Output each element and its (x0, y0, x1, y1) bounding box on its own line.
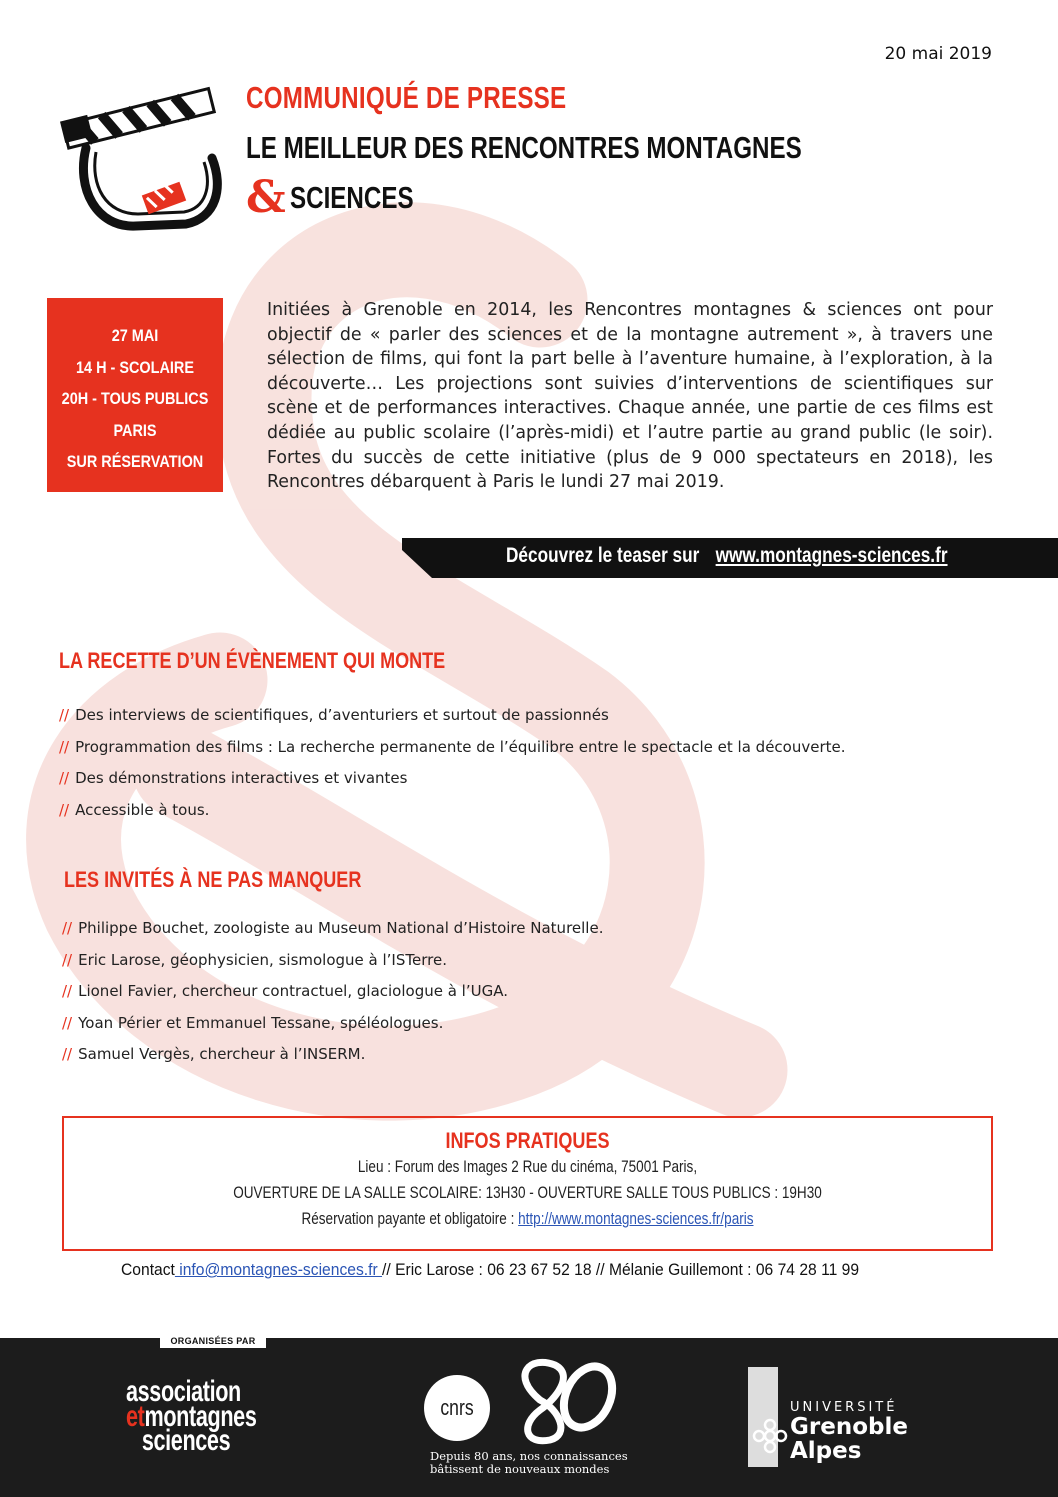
association-logo: association etmontagnes sciences (126, 1375, 257, 1458)
list-marker: // (62, 1045, 73, 1063)
list-item: // Samuel Vergès, chercheur à l’INSERM. (62, 1045, 366, 1063)
event-info-box (47, 298, 223, 492)
ampersand-icon: & (246, 172, 286, 223)
list-marker: // (59, 769, 70, 787)
event-date: 27 MAI (111, 326, 159, 345)
contact-line (121, 1260, 859, 1280)
list-item: // Accessible à tous. (59, 800, 210, 819)
cnrs-80-logo (500, 1355, 620, 1445)
intro-paragraph: Initiées à Grenoble en 2014, les Rencontres montagnes & sciences ont pour objectif de « parler des sciences et de la montagne autrement », à travers une sélection de films, qui font la part belle à l’aventure humaine, à l’exploration, à la découverte… Les projections sont suivies d’interventions de scientifiques sur scène et de performances interactives. Chaque année, une partie de ces films est dédiée au public scolaire (l’après-midi) et l’autre partie au grand public (le soir). Fortes du succès de cette initiative (plus de 9 000 spectateurs en 2018), les Rencontres débarquent à Paris le lundi 27 mai 2019. (267, 300, 993, 493)
list-item: // Yoan Périer et Emmanuel Tessane, spéléologues. (62, 1013, 444, 1032)
list-item: // Programmation des films : La recherche permanente de l’équilibre entre le spectacle et la découverte. (59, 737, 846, 756)
cnrs-logo: cnrs (424, 1375, 490, 1441)
title-line-1: LE MEILLEUR DES RENCONTRES MONTAGNES (246, 130, 802, 165)
contact-label: Contact (121, 1260, 175, 1279)
contact-phones: // Eric Larose : 06 23 67 52 18 // Mélanie Guillemont : 06 74 28 11 99 (382, 1260, 860, 1279)
event-school-time: 14 H - SCOLAIRE (75, 357, 195, 377)
practical-reservation: Réservation payante et obligatoire : http://www.montagnes-sciences.fr/paris (301, 1210, 754, 1228)
list-item: // Philippe Bouchet, zoologiste au Museum National d’Histoire Naturelle. (62, 919, 604, 937)
list-marker: // (59, 737, 70, 756)
event-city: PARIS (113, 420, 157, 440)
list-marker: // (59, 706, 70, 724)
practical-info-box (62, 1116, 993, 1251)
list-item: // Eric Larose, géophysicien, sismologue à l’ISTerre. (62, 950, 447, 969)
section-heading-guests: LES INVITÉS À NE PAS MANQUER (64, 867, 362, 892)
teaser-label: Découvrez le teaser sur (506, 544, 700, 567)
uga-logo-text: UNIVERSITÉ Grenoble Alpes (790, 1400, 908, 1464)
teaser-text (506, 544, 948, 568)
list-item: // Des interviews de scientifiques, d’aventuriers et surtout de passionnés (59, 706, 609, 724)
title-line-2: SCIENCES (289, 180, 414, 215)
section-heading-recipe: LA RECETTE D’UN ÉVÈNEMENT QUI MONTE (59, 648, 446, 673)
practical-heading: INFOS PRATIQUES (445, 1128, 610, 1153)
list-marker: // (62, 982, 73, 1000)
press-release-label: COMMUNIQUÉ DE PRESSE (246, 80, 567, 115)
practical-opening-hours: OUVERTURE DE LA SALLE SCOLAIRE: 13H30 - OUVERTURE SALLE TOUS PUBLICS : 19H30 (233, 1184, 822, 1202)
practical-location: Lieu : Forum des Images 2 Rue du cinéma, 75001 Paris, (357, 1158, 698, 1176)
title-line-2-row (246, 172, 958, 223)
clapperboard-logo (56, 78, 226, 238)
recipe-list (59, 706, 846, 832)
reservation-link[interactable]: http://www.montagnes-sciences.fr/paris (518, 1210, 754, 1228)
list-marker: // (62, 950, 73, 969)
list-item: // Lionel Favier, chercheur contractuel, glaciologue à l’UGA. (62, 982, 508, 1000)
guests-list (62, 919, 603, 1077)
list-marker: // (62, 1013, 73, 1032)
event-public-time: 20H - TOUS PUBLICS (61, 389, 209, 408)
contact-email-link[interactable]: info@montagnes-sciences.fr (174, 1260, 383, 1279)
list-marker: // (59, 800, 70, 819)
uga-flower-icon (752, 1418, 788, 1454)
organised-by-label: ORGANISÉES PAR (160, 1334, 266, 1348)
list-item: // Des démonstrations interactives et vivantes (59, 769, 408, 787)
teaser-link[interactable]: www.montagnes-sciences.fr (715, 544, 948, 567)
event-reservation: SUR RÉSERVATION (66, 452, 204, 471)
title-block (246, 80, 958, 223)
list-marker: // (62, 919, 73, 937)
press-date: 20 mai 2019 (884, 44, 992, 64)
cnrs-tagline: Depuis 80 ans, nos connaissances bâtissent de nouveaux mondes (430, 1449, 628, 1476)
